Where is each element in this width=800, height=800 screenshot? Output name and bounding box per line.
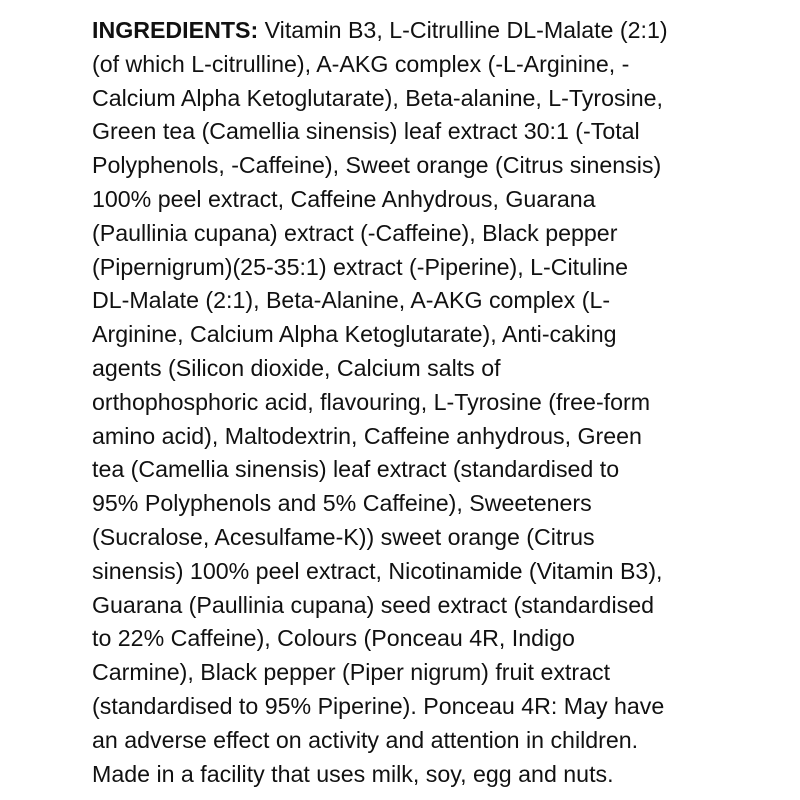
ingredients-line-8: DL-Malate (2:1), Beta-Alanine, A-AKG complex (L- (92, 287, 611, 314)
ingredients-line-9: Arginine, Calcium Alpha Ketoglutarate), Anti-caking (92, 321, 617, 348)
ingredients-line-11: orthophosphoric acid, flavouring, L-Tyrosine (free-form (92, 388, 651, 415)
ingredients-line-5: 100% peel extract, Caffeine Anhydrous, Guarana (92, 185, 596, 212)
ingredients-line-17: Guarana (Paullinia cupana) seed extract (standardised (92, 591, 654, 618)
ingredients-line-15: (Sucralose, Acesulfame-K)) sweet orange (Citrus (92, 523, 595, 550)
ingredients-line-0 (92, 14, 752, 48)
ingredients-line-12: amino acid), Maltodextrin, Caffeine anhydrous, Green (92, 422, 642, 449)
ingredients-line-6: (Paullinia cupana) extract (-Caffeine), Black pepper (92, 219, 618, 246)
ingredients-line-1: (of which L-citrulline), A-AKG complex (-L-Arginine, - (92, 50, 630, 77)
ingredients-line-20: (standardised to 95% Piperine). Ponceau 4R: May have (92, 692, 665, 719)
ingredients-line-21: an adverse effect on activity and attention in children. (92, 726, 639, 753)
ingredients-line-7: (Pipernigrum)(25-35:1) extract (-Piperine), L-Cituline (92, 253, 629, 280)
ingredients-line-19: Carmine), Black pepper (Piper nigrum) fruit extract (92, 659, 611, 686)
ingredients-line-10: agents (Silicon dioxide, Calcium salts of (92, 354, 501, 381)
ingredients-label: INGREDIENTS: (92, 17, 259, 43)
ingredients-line-3: Green tea (Camellia sinensis) leaf extract 30:1 (-Total (92, 118, 640, 145)
ingredients-line-4: Polyphenols, -Caffeine), Sweet orange (Citrus sinensis) (92, 152, 662, 179)
ingredients-line-text: Vitamin B3, L-Citrulline DL-Malate (2:1) (258, 17, 668, 43)
ingredients-line-22: Made in a facility that uses milk, soy, egg and nuts. (92, 760, 614, 787)
ingredients-line-14: 95% Polyphenols and 5% Caffeine), Sweeteners (92, 490, 592, 517)
ingredients-line-2: Calcium Alpha Ketoglutarate), Beta-alanine, L-Tyrosine, (92, 84, 663, 111)
ingredients-line-18: to 22% Caffeine), Colours (Ponceau 4R, Indigo (92, 625, 575, 652)
ingredients-text-block (92, 14, 752, 791)
ingredients-line-16: sinensis) 100% peel extract, Nicotinamide (Vitamin B3), (92, 557, 663, 584)
ingredients-line-13: tea (Camellia sinensis) leaf extract (standardised to (92, 456, 620, 483)
